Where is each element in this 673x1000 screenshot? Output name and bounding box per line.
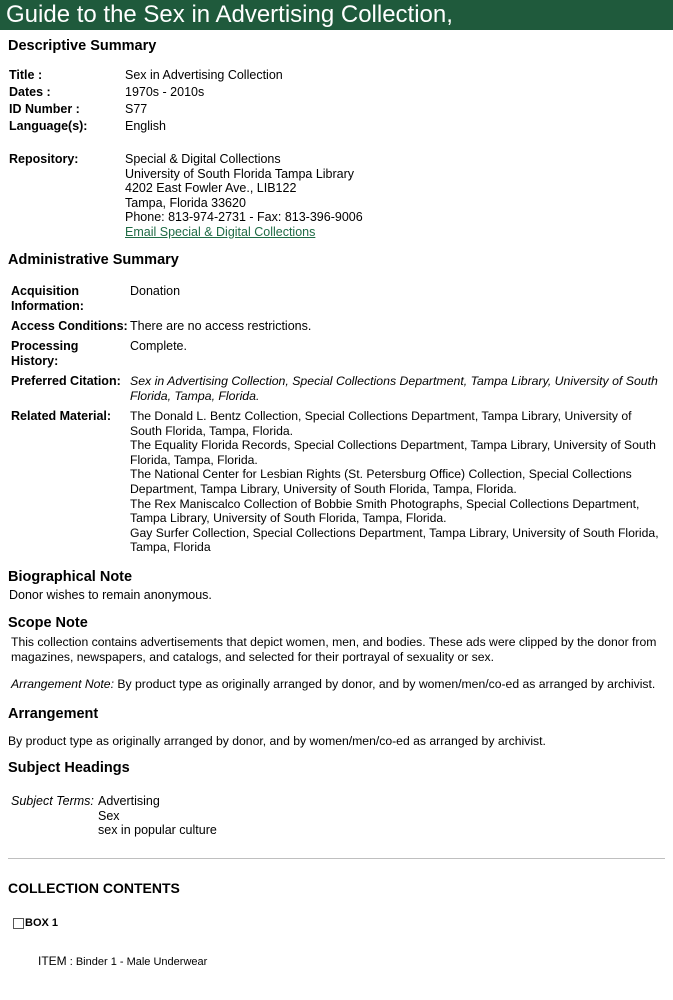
descriptive-summary-heading: Descriptive Summary <box>8 38 157 54</box>
language-value: English <box>125 119 166 133</box>
subject-terms-list <box>98 794 217 838</box>
biographical-note-heading: Biographical Note <box>8 569 133 585</box>
box-label: BOX 1 <box>25 917 59 929</box>
repository-label: Repository: <box>9 152 79 166</box>
acquisition-value: Donation <box>130 284 181 298</box>
related-material-item: The Donald L. Bentz Collection, Special Collections Department, Tampa Library, University of South Florida, Tampa, Florida. <box>130 409 632 438</box>
scope-note-heading: Scope Note <box>8 615 88 631</box>
item-label: ITEM <box>38 954 67 968</box>
repository-address <box>125 152 363 240</box>
item-text: : Binder 1 - Male Underwear <box>66 956 208 968</box>
subject-term: sex in popular culture <box>98 823 217 838</box>
administrative-summary-heading: Administrative Summary <box>8 252 179 268</box>
preferred-citation-label: Preferred Citation: <box>11 374 121 388</box>
related-material-item: Gay Surfer Collection, Special Collections Department, Tampa Library, University of South Florida, Tampa, Florida <box>130 525 659 555</box>
dates-value: 1970s - 2010s <box>125 85 205 99</box>
subject-term: Sex <box>98 808 120 823</box>
related-material-label: Related Material: <box>11 409 112 423</box>
repository-line: Phone: 813-974-2731 - Fax: 813-396-9006 <box>125 210 363 225</box>
processing-history-label: Processing History: <box>11 339 79 368</box>
dates-label: Dates : <box>9 85 51 99</box>
collection-contents-heading: COLLECTION CONTENTS <box>8 880 180 896</box>
related-material-item: The Rex Maniscalco Collection of Bobbie Smith Photographs, Special Collections Department, Tampa Library, University of South Florida, Tampa, Florida. <box>130 496 640 526</box>
arrangement-note-text: By product type as originally arranged by donor, and by women/men/co-ed as arranged by archivist. <box>113 677 656 691</box>
preferred-citation-value: Sex in Advertising Collection, Special Collections Department, Tampa Library, University of South Florida, Tampa, Florida. <box>130 374 658 403</box>
subject-terms-label: Subject Terms: <box>11 794 94 808</box>
subject-headings-heading: Subject Headings <box>8 760 130 776</box>
arrangement-note-label: Arrangement Note: <box>11 677 114 691</box>
biographical-note-text: Donor wishes to remain anonymous. <box>9 588 212 602</box>
arrangement-heading: Arrangement <box>8 706 99 722</box>
related-material-item: The National Center for Lesbian Rights (St. Petersburg Office) Collection, Special Collections Department, Tampa Library, University of South Florida, Tampa, Florida. <box>130 467 632 496</box>
id-number-value: S77 <box>125 102 148 116</box>
arrangement-text: By product type as originally arranged by donor, and by women/men/co-ed as arranged by archivist. <box>8 734 546 748</box>
subject-term: Advertising <box>98 794 160 808</box>
title-label: Title : <box>9 68 43 82</box>
email-collections-link[interactable]: Email Special & Digital Collections <box>125 224 316 239</box>
related-material-list <box>130 409 665 555</box>
page-header <box>0 0 673 30</box>
repository-line: University of South Florida Tampa Library <box>125 166 355 181</box>
acquisition-label: Acquisition Information: <box>11 284 84 313</box>
title-value: Sex in Advertising Collection <box>125 68 283 82</box>
box-checkbox-icon[interactable] <box>13 918 24 929</box>
access-conditions-label: Access Conditions: <box>11 319 128 333</box>
page-title: Guide to the Sex in Advertising Collection, <box>6 1 453 28</box>
section-divider <box>8 858 665 859</box>
item-row <box>38 954 207 970</box>
repository-line: 4202 East Fowler Ave., LIB122 <box>125 181 297 196</box>
repository-line: Tampa, Florida 33620 <box>125 195 246 210</box>
scope-note-text: This collection contains advertisements that depict women, men, and bodies. These ads were clipped by the donor from magazines, newspapers, and catalogs, and selected for their portrayal of sexuality or sex. <box>11 635 657 664</box>
repository-line: Special & Digital Collections <box>125 152 281 166</box>
id-number-label: ID Number : <box>9 102 80 116</box>
language-label: Language(s): <box>9 119 88 133</box>
access-conditions-value: There are no access restrictions. <box>130 319 312 333</box>
related-material-item: The Equality Florida Records, Special Collections Department, Tampa Library, University of South Florida, Tampa, Florida. <box>130 438 656 467</box>
arrangement-note <box>11 677 666 692</box>
processing-history-value: Complete. <box>130 339 187 353</box>
